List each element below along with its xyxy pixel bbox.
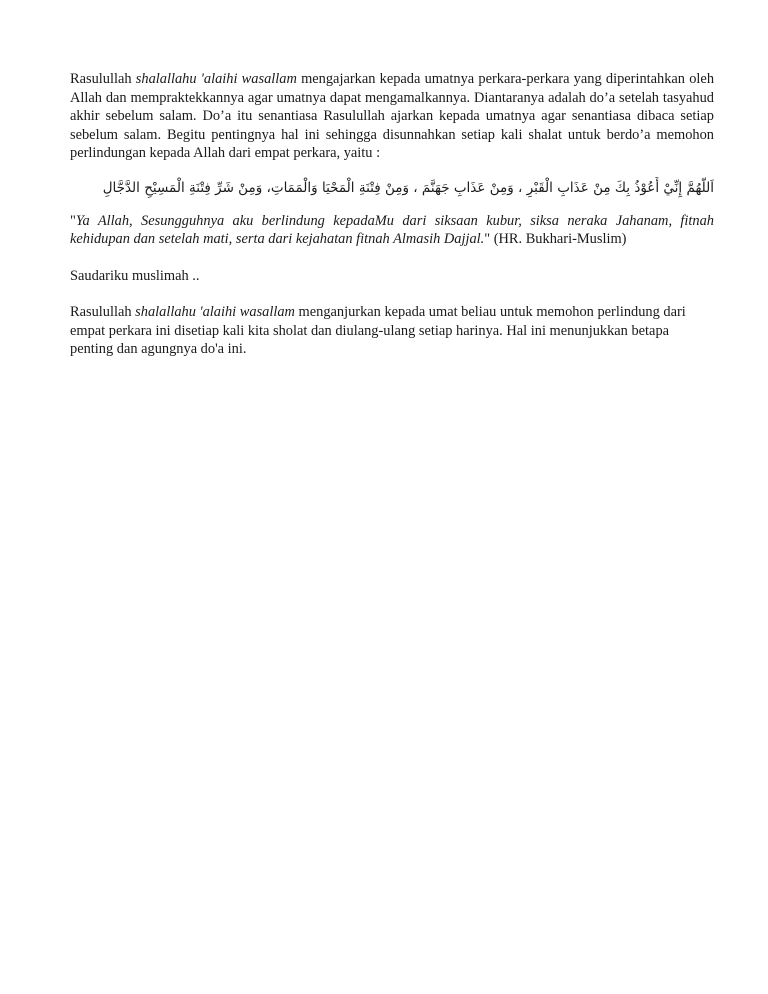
quote-text: Ya Allah, Sesungguhnya aku berlindung kepadaMu dari siksaan kubur, siksa neraka Jahanam, fitnah kehidupan dan setelah mati, serta dari kejahatan fitnah Almasih Dajjal. xyxy=(70,212,714,247)
greeting-line: Saudariku muslimah .. xyxy=(70,267,200,284)
prayer-translation xyxy=(70,212,714,249)
quote-open-mark: " xyxy=(70,212,76,229)
intro-paragraph xyxy=(70,70,714,163)
quote-close-mark: " xyxy=(484,231,491,247)
closing-lead: Rasulullah xyxy=(70,304,136,320)
document-page xyxy=(70,70,714,359)
closing-body: menganjurkan kepada umat beliau untuk memohon perlindung dari empat perkara ini disetiap kali kita sholat dan diulang-ulang setiap harinya. Hal ini menunjukkan betapa penting dan agungnya do'a ini. xyxy=(70,304,686,357)
intro-lead: Rasulullah xyxy=(70,71,136,87)
intro-body: mengajarkan kepada umatnya perkara-perkara yang diperintahkan oleh Allah dan mempraktekkannya agar umatnya dapat mengamalkannya. Diantaranya adalah do’a setelah tasyahud akhir sebelum salam. Do’a itu senantiasa Rasulullah ajarkan kepada umatnya agar senantiasa dibaca setiap sebelum salam. Begitu pentingnya hal ini sehingga disunnahkan setiap kali shalat untuk berdo’a memohon perlindungan kepada Allah dari empat perkara, yaitu : xyxy=(70,71,715,161)
quote-source: (HR. Bukhari-Muslim) xyxy=(490,231,627,247)
closing-paragraph xyxy=(70,303,714,359)
arabic-prayer: اَللَّهُمَّ إِنِّيْ أَعُوْذُ بِكَ مِنْ عَذَابِ الْقَبْرِ ، وَمِنْ عَذَابِ جَهَنَّمَ ، وَمِنْ فِتْنَةِ الْمَحْيَا وَالْمَمَاتِ، وَمِنْ شَرِّ فِتْنَةِ الْمَسِيْحِ الدَّجَّالِ xyxy=(102,179,714,196)
intro-salutation: shalallahu 'alaihi wasallam xyxy=(135,71,297,87)
closing-salutation: shalallahu 'alaihi wasallam xyxy=(135,304,295,320)
